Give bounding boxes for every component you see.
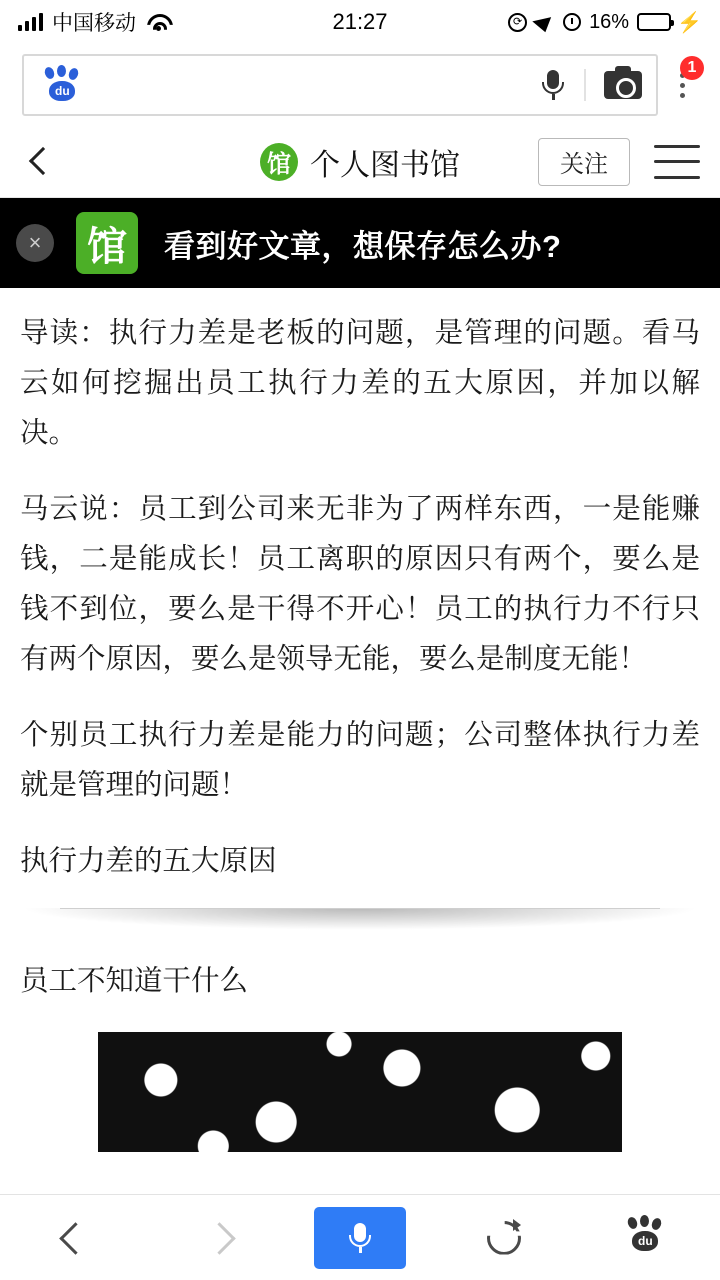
toolbar-back-button[interactable] bbox=[22, 1195, 122, 1280]
charging-bolt-icon: ⚡ bbox=[677, 11, 702, 34]
baidu-logo-icon bbox=[42, 65, 86, 105]
wifi-icon bbox=[145, 13, 169, 31]
follow-button[interactable]: 关注 bbox=[538, 138, 630, 186]
promo-banner[interactable] bbox=[0, 198, 720, 288]
promo-logo-icon: 馆 bbox=[76, 212, 138, 274]
baidu-home-icon: du bbox=[625, 1215, 671, 1261]
article-paragraph: 执行力差的五大原因 bbox=[20, 845, 277, 877]
signal-icon bbox=[18, 13, 43, 31]
browser-toolbar bbox=[0, 1194, 720, 1280]
page-title: 个人图书馆 bbox=[310, 148, 460, 182]
reload-icon bbox=[487, 1221, 521, 1255]
baidu-logo-text: du bbox=[55, 84, 70, 98]
toolbar-forward-button[interactable] bbox=[166, 1195, 266, 1280]
article-image bbox=[98, 1032, 622, 1152]
site-logo-icon: 馆 bbox=[260, 143, 298, 181]
site-header bbox=[0, 126, 720, 198]
battery-icon bbox=[637, 13, 671, 31]
rotation-lock-icon: ⟳ bbox=[508, 13, 527, 32]
article-section-heading: 员工不知道干什么 bbox=[20, 965, 249, 997]
divider bbox=[20, 908, 700, 930]
alarm-icon bbox=[563, 13, 581, 31]
carrier-label: 中国移动 bbox=[52, 12, 136, 35]
article-paragraph: 导读：执行力差是老板的问题，是管理的问题。看马云如何挖掘出员工执行力差的五大原因，并加以解决。 bbox=[20, 317, 700, 449]
microphone-icon[interactable] bbox=[540, 68, 566, 102]
back-icon bbox=[59, 1225, 85, 1251]
toolbar-voice-button[interactable] bbox=[310, 1195, 410, 1280]
article-paragraph: 马云说：员工到公司来无非为了两样东西，一是能赚钱，二是能成长！员工离职的原因只有两个，要么是钱不到位，要么是干得不开心！员工的执行力不行只有两个原因，要么是领导无能，要么是制度无能！ bbox=[20, 493, 700, 675]
status-bar bbox=[0, 0, 720, 44]
browser-menu-button[interactable] bbox=[658, 54, 706, 116]
search-input[interactable] bbox=[22, 54, 658, 116]
toolbar-reload-button[interactable] bbox=[454, 1195, 554, 1280]
menu-badge: 1 bbox=[680, 56, 704, 80]
status-bar-left bbox=[18, 7, 169, 37]
menu-icon[interactable] bbox=[654, 145, 700, 179]
browser-search-bar bbox=[0, 44, 720, 126]
voice-search-icon bbox=[314, 1207, 406, 1269]
promo-text: 看到好文章，想保存怎么办? bbox=[164, 228, 562, 264]
status-bar-right bbox=[508, 10, 702, 35]
back-button[interactable] bbox=[20, 142, 60, 182]
location-icon bbox=[532, 12, 557, 33]
divider bbox=[584, 69, 586, 101]
status-bar-clock: 21:27 bbox=[332, 9, 388, 34]
article-paragraph: 个别员工执行力差是能力的问题；公司整体执行力差就是管理的问题！ bbox=[20, 719, 700, 801]
forward-icon bbox=[203, 1225, 229, 1251]
article-body bbox=[0, 288, 720, 1152]
close-icon[interactable]: × bbox=[16, 224, 54, 262]
battery-percent-label: 16% bbox=[589, 10, 630, 33]
toolbar-home-button[interactable] bbox=[598, 1195, 698, 1280]
camera-icon[interactable] bbox=[604, 71, 642, 99]
